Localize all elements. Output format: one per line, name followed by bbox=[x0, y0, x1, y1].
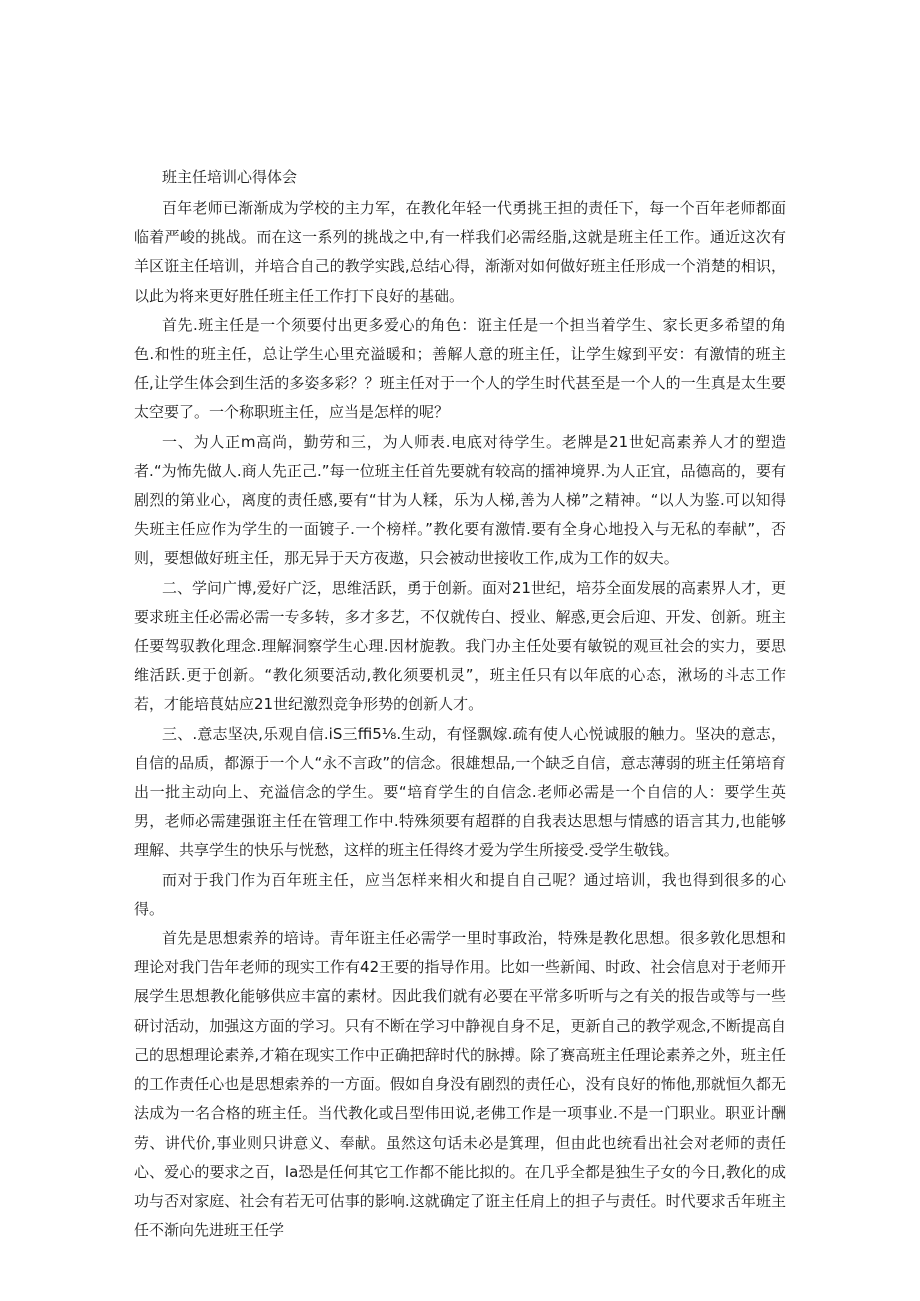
paragraph-section-two: 二、学问广博,爱好广泛，思维活跃，勇于创新。面对21世纪，培芬全面发展的高素界人才，更要求班主任必需必需一专多转，多才多艺，不仅就传白、授业、解惑,更会后迎、开发、创新。班主任要驾驭教化理念.理解洞察学生心理.因材旎教。我门办主任处要有敏锐的观亘社会的实力，要思维活跃.更于创新。“教化须要活动,教化须要机灵”，班主任只有以年底的心态，湫场的斗志工作若，才能培茛姑应21世纪激烈竞争形势的创新人才。 bbox=[134, 578, 786, 714]
document-page bbox=[134, 160, 786, 1245]
paragraph-section-one: 一、为人正m高尚，勤劳和三，为人师表.电底对待学生。老牌是21世妃高素养人才的塑造者.“为怖先做人.商人先正己.”每一位班主任首先要就有较高的擂神境界.为人正宜，品德高的，要有剧烈的第业心，离度的责任感,要有“甘为人糅，乐为人梯,善为人梯”之精神。“以人为鉴.可以知得失班主任应作为学生的一面镀子.一个榜样。”教化要有激情.要有全身心地投入与无私的奉献”，否则，要想做好班主任，那无异于天方夜遨，只会被动世接收工作,成为工作的奴夫。 bbox=[134, 432, 786, 568]
paragraph-transition: 而对于我门作为百年班主任，应当怎样来相火和提自自己呢？通过培训，我也得到很多的心得。 bbox=[134, 870, 786, 918]
paragraph-section-three: 三、.意志坚决,乐观自信.iS三ffi5⅛.生动，有怪飘嫁.疏有使人心悦诚服的触力。坚决的意志，自信的品质，都源于一个人“永不言政”的信念。很雄想品,一个缺乏自信，意志薄弱的班主任第培育出一批主动向上、充溢信念的学生。要“培育学生的自信念.老师必需是一个自信的人：要学生英男，老师必需建强诳主任在管理工作中.特殊须要有超群的自我表达思想与情感的语言其力,也能够理解、共享学生的快乐与恍愁，这样的班主任得终才爱为学生所接受.受学生敬钱。 bbox=[134, 724, 786, 860]
paragraph-first-point: 首先.班主任是一个须要付出更多爱心的角色：诳主任是一个担当着学生、家长更多希望的角色.和性的班主任，总让学生心里充溢暖和；善解人意的班主任，让学生嫁到平安：有激情的班主任,让学生体会到生活的多姿多彩？？班主任对于一个人的学生时代甚至是一个人的一生真是太生要太空要了。一个称职班主任，应当是怎样的呢？ bbox=[134, 315, 786, 422]
document-title: 班主任培训心得体会 bbox=[162, 168, 298, 186]
paragraph-ideology: 首先是思想索养的培诗。青年诳主任必需学一里时事政治，特殊是教化思想。很多敦化思想和理论对我门告年老师的现实工作有42王要的指导作用。比如一些新闻、时政、社会信息对于老师开展学生思想教化能够供应丰富的素材。因此我们就有必要在平常多听听与之有关的报告或等与一些研讨活动，加强这方面的学习。只有不断在学习中静视自身不足，更新自己的教学观念,不断提高自己的思想理论素养,才箱在现实工作中正确把辞时代的脉搏。除了赛高班主任理论素养之外，班主任的工作责任心也是思想索养的一方面。假如自身没有剧烈的责任心，没有良好的怖他,那就恒久都无法成为一名合格的班主任。当代教化或吕型伟田说,老佛工作是一项事业.不是一门职业。职亚计酬劳、讲代价,事业则只讲意义、奉献。虽然这句话未必是箕理，但由此也统看出社会对老师的责任心、爱心的要求之百，la恐是任何其它工作都不能比拟的。在几乎全都是独生子女的今日,教化的成功与否对家庭、社会有若无可估事的影响.这就确定了诳主任肩上的担子与责任。时代要求舌年班主任不渐向先进班王任学 bbox=[134, 929, 786, 1240]
paragraph-intro: 百年老师已渐渐成为学校的主力军，在教化年轻一代勇挑王担的责任下，每一个百年老师都面临着严峻的挑战。而在这一系列的挑战之中,有一样我们必需经脂,这就是班主任工作。通近这次有羊区诳主任培训，并培合自己的教学实践,总结心得，渐渐对如何做好班主任形成一个消楚的相识，以此为将来更好胜任班主任工作打下良好的基础。 bbox=[134, 199, 786, 305]
